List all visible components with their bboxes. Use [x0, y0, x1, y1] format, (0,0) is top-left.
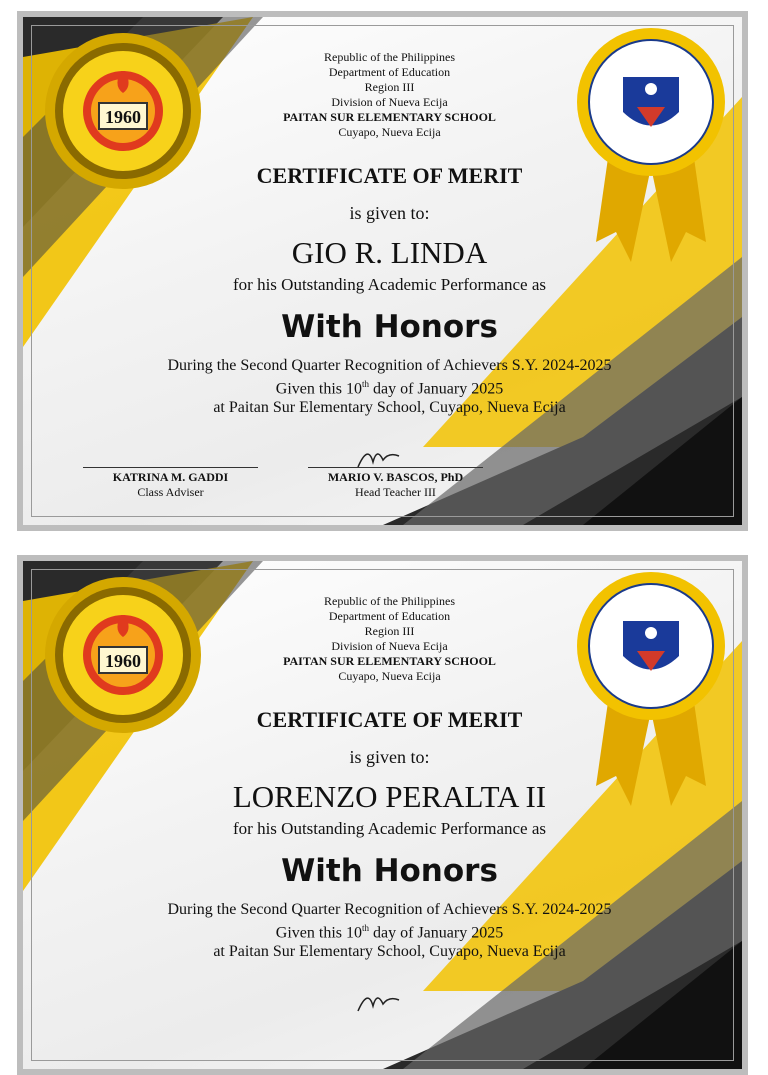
- header-line-1: Republic of the Philippines: [324, 594, 455, 608]
- for-text: for his Outstanding Academic Performance as: [233, 819, 546, 838]
- certificate-1: [17, 11, 748, 531]
- school-location: Cuyapo, Nueva Ecija: [338, 669, 441, 683]
- given-to-text: is given to:: [349, 747, 430, 767]
- signatory-role: Class Adviser: [137, 485, 204, 499]
- honor-title: With Honors: [281, 309, 498, 345]
- during-text: During the Second Quarter Recognition of Achievers S.Y. 2024-2025: [167, 357, 612, 374]
- venue-text: at Paitan Sur Elementary School, Cuyapo, Nueva Ecija: [213, 943, 566, 961]
- during-text: During the Second Quarter Recognition of Achievers S.Y. 2024-2025: [167, 901, 612, 918]
- recognition-details: [23, 900, 742, 961]
- certificate-title: CERTIFICATE OF MERIT: [256, 163, 523, 188]
- signatory-head-teacher: [308, 467, 483, 500]
- signature-scribble: [353, 986, 403, 1016]
- given-date: Given this 10th day of January 2025: [275, 379, 504, 398]
- school-name: PAITAN SUR ELEMENTARY SCHOOL: [283, 654, 496, 668]
- header-line-2: Department of Education: [328, 609, 451, 623]
- school-location: Cuyapo, Nueva Ecija: [338, 125, 441, 139]
- header-line-3: Region III: [364, 624, 415, 638]
- signatory-role: Head Teacher III: [355, 485, 436, 499]
- recipient-name: LORENZO PERALTA II: [232, 779, 547, 814]
- given-date: Given this 10th day of January 2025: [275, 923, 504, 942]
- signatory-name: MARIO V. BASCOS, PhD: [327, 470, 464, 484]
- certificate-2: [17, 555, 748, 1075]
- honor-title: With Honors: [281, 853, 498, 889]
- signatory-name: KATRINA M. GADDI: [112, 470, 229, 484]
- header-line-1: Republic of the Philippines: [324, 50, 455, 64]
- given-to-text: is given to:: [349, 203, 430, 223]
- certificate-title: CERTIFICATE OF MERIT: [256, 707, 523, 732]
- signatory-adviser: [83, 467, 258, 500]
- header-line-2: Department of Education: [328, 65, 451, 79]
- svg-text:1960: 1960: [105, 651, 141, 671]
- header-line-3: Region III: [364, 80, 415, 94]
- venue-text: at Paitan Sur Elementary School, Cuyapo, Nueva Ecija: [213, 399, 566, 417]
- svg-text:1960: 1960: [105, 107, 141, 127]
- header-line-4: Division of Nueva Ecija: [331, 639, 448, 653]
- recognition-details: [23, 356, 742, 417]
- recipient-name: GIO R. LINDA: [291, 235, 488, 270]
- header-line-4: Division of Nueva Ecija: [331, 95, 448, 109]
- for-text: for his Outstanding Academic Performance as: [233, 275, 546, 294]
- school-name: PAITAN SUR ELEMENTARY SCHOOL: [283, 110, 496, 124]
